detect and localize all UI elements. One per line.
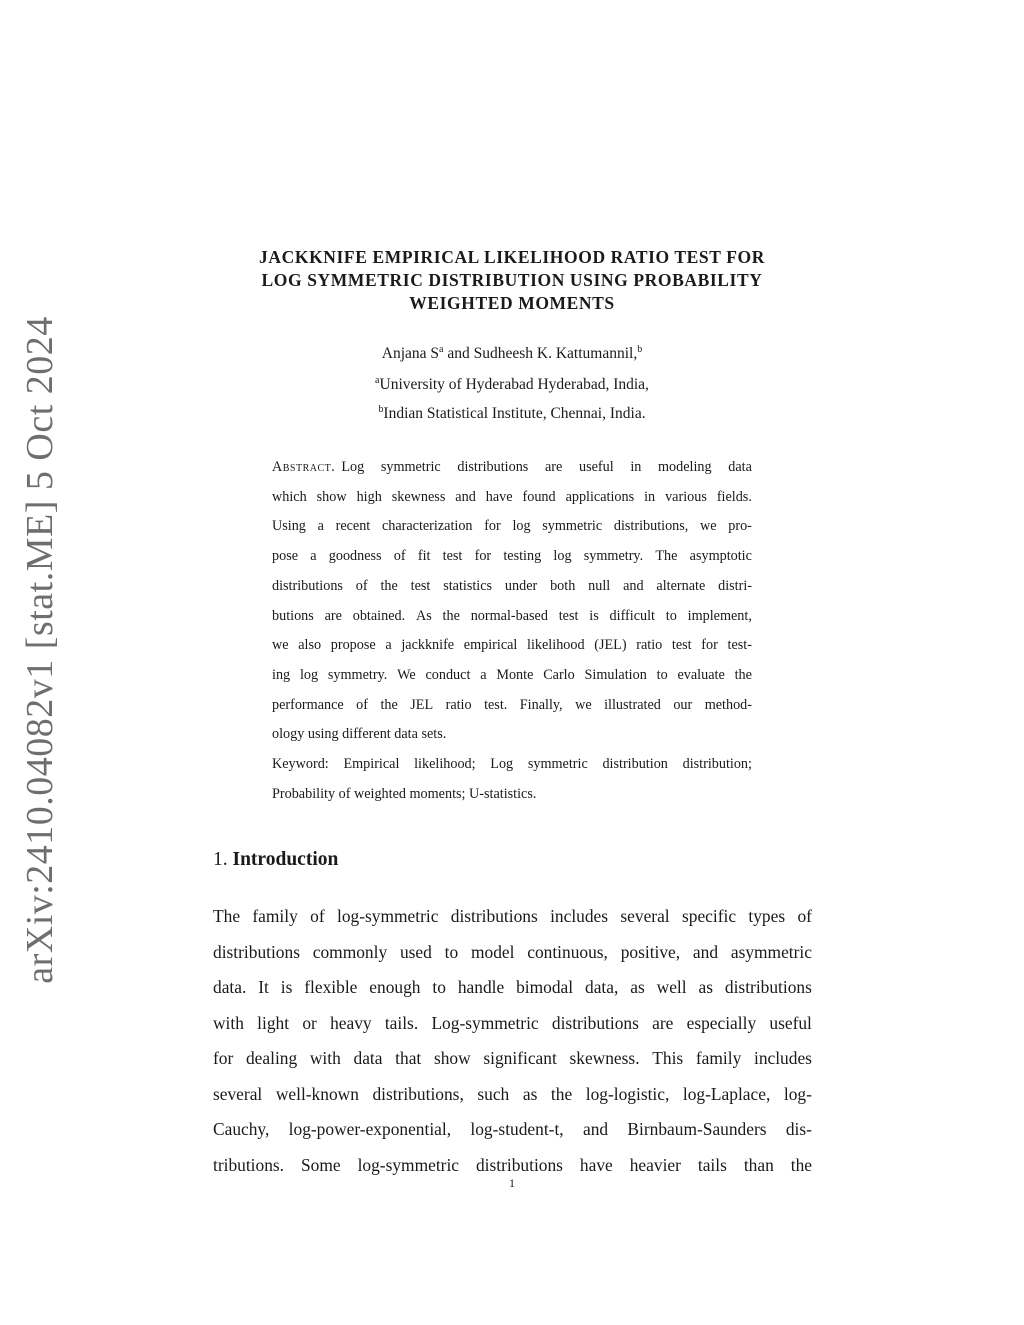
title-line: JACKKNIFE EMPIRICAL LIKELIHOOD RATIO TEST FOR: [259, 247, 765, 267]
paragraph-line: tributions. Some log-symmetric distributions have heavier tails than the: [213, 1154, 812, 1175]
author-2-affiliation-mark: b: [637, 344, 643, 355]
abstract: [272, 453, 752, 809]
affiliation-a-mark: a: [375, 375, 380, 386]
abstract-label: Abstract.: [272, 459, 336, 475]
paragraph-line: The family of log-symmetric distributions includes several specific types of: [213, 906, 812, 926]
paper-title: [190, 246, 834, 315]
abstract-line: we also propose a jackknife empirical likelihood (JEL) ratio test for test-: [272, 637, 752, 654]
paragraph-line: data. It is flexible enough to handle bimodal data, as well as distributions: [213, 977, 812, 997]
author-1-name: Anjana S: [381, 345, 440, 363]
page-number: 1: [509, 1176, 515, 1190]
author-2-name: and Sudheesh K. Kattumannil,: [443, 345, 638, 363]
abstract-line: which show high skewness and have found applications in various fields.: [272, 488, 752, 505]
abstract-line: [272, 453, 752, 483]
introduction-paragraph: [213, 899, 812, 1183]
affiliation-b-mark: b: [378, 404, 384, 415]
abstract-line: distributions of the test statistics under both null and alternate distri-: [272, 577, 752, 594]
section-title: Introduction: [232, 849, 339, 870]
author-1-affiliation-mark: a: [439, 344, 444, 355]
abstract-line: pose a goodness of fit test for testing log symmetry. The asymptotic: [272, 548, 752, 565]
affiliation-b-text: Indian Statistical Institute, Chennai, India.: [383, 405, 646, 423]
keyword-line: Probability of weighted moments; U-statistics.: [272, 785, 537, 802]
keyword-line: Keyword: Empirical likelihood; Log symmetric distribution distribution;: [272, 756, 752, 773]
abstract-line: ing log symmetry. We conduct a Monte Carlo Simulation to evaluate the: [272, 666, 752, 683]
arxiv-stamp: arXiv:2410.04082v1 [stat.ME] 5 Oct 2024: [19, 316, 61, 984]
paragraph-line: several well-known distributions, such as the log-logistic, log-Laplace, log-: [213, 1083, 812, 1104]
title-line: WEIGHTED MOMENTS: [409, 293, 615, 313]
paragraph-line: Cauchy, log-power-exponential, log-student-t, and Birnbaum-Saunders dis-: [213, 1119, 812, 1139]
abstract-text: Log symmetric distributions are useful in modeling data: [341, 459, 752, 475]
paragraph-line: for dealing with data that show significant skewness. This family includes: [213, 1048, 812, 1068]
abstract-line: performance of the JEL ratio test. Finally, we illustrated our method-: [272, 696, 752, 713]
affiliation-a-text: University of Hyderabad Hyderabad, India,: [379, 376, 649, 394]
author-line: [212, 344, 812, 363]
abstract-line: Using a recent characterization for log symmetric distributions, we pro-: [272, 518, 752, 535]
affiliation-b: [212, 404, 812, 423]
abstract-line: ology using different data sets.: [272, 726, 447, 743]
title-line: LOG SYMMETRIC DISTRIBUTION USING PROBABILITY: [261, 270, 763, 290]
paragraph-line: with light or heavy tails. Log-symmetric distributions are especially useful: [213, 1012, 812, 1033]
section-heading: [213, 849, 338, 871]
abstract-line: butions are obtained. As the normal-based test is difficult to implement,: [272, 607, 752, 624]
section-number: 1.: [213, 849, 228, 870]
affiliation-a: [212, 375, 812, 394]
paragraph-line: distributions commonly used to model continuous, positive, and asymmetric: [213, 941, 812, 962]
